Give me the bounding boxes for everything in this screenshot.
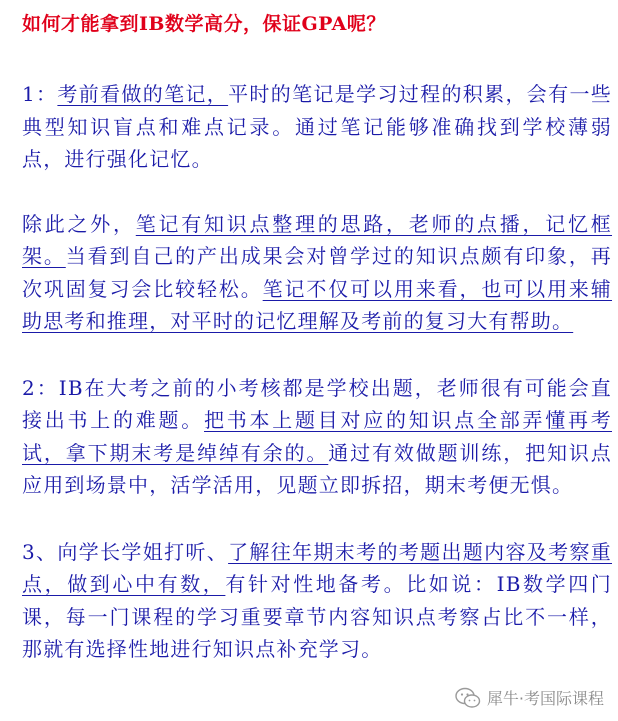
wechat-icon (455, 687, 481, 709)
body-text: 2：IB在大考之前的小考核都是学校出题，老师很有可能会直接出书上的难题。 (22, 375, 612, 432)
body-text: 平时的笔记是学习过程的积累，会有一些典型知识盲点和难点记录。通过笔记能够准确找到学校薄弱点，进行强化记忆。 (22, 82, 612, 171)
watermark-text: 犀牛·考国际课程 (486, 689, 604, 708)
paragraph-tip-1 (22, 78, 612, 176)
underlined-phrase: 笔记不仅可以用来看，也可以用来辅助思考和推理，对平时的记忆理解及考前的复习大有帮助。 (22, 276, 613, 333)
underlined-phrase: 笔记有知识点整理的思路，老师的点播，记忆框架。 (22, 211, 613, 268)
underlined-phrase: 考前看做的笔记， (57, 82, 229, 106)
article (22, 0, 612, 666)
article-title: 如何才能拿到IB数学高分，保证GPA呢？ (22, 13, 386, 35)
tip-number: 1： (22, 82, 58, 106)
underlined-phrase: 把书本上题目对应的知识点全部弄懂再考试，拿下期末考是绰绰有余的。 (22, 408, 612, 465)
underlined-phrase: 了解往年期末考的考题出题内容及考察重点，做到心中有数， (22, 539, 612, 596)
body-text: 3、向学长学姐打听、 (22, 539, 229, 564)
paragraph-notes (22, 208, 612, 338)
body-text: 通过有效做题训练，把知识点应用到场景中，活学活用，见题立即拆招，期末考便无惧。 (22, 440, 612, 497)
body-text: 除此之外， (22, 211, 136, 236)
paragraph-tip-2 (22, 372, 612, 502)
body-text: 有针对性地备考。比如说：IB数学四门课，每一门课程的学习重要章节内容知识点考察占比不一样，那就有选择性地进行知识点补充学习。 (22, 572, 612, 661)
watermark (455, 686, 604, 709)
paragraph-tip-3 (22, 536, 612, 666)
body-text: 当看到自己的产出成果会对曾学过的知识点颇有印象，再次巩固复习会比较轻松。 (22, 244, 613, 301)
